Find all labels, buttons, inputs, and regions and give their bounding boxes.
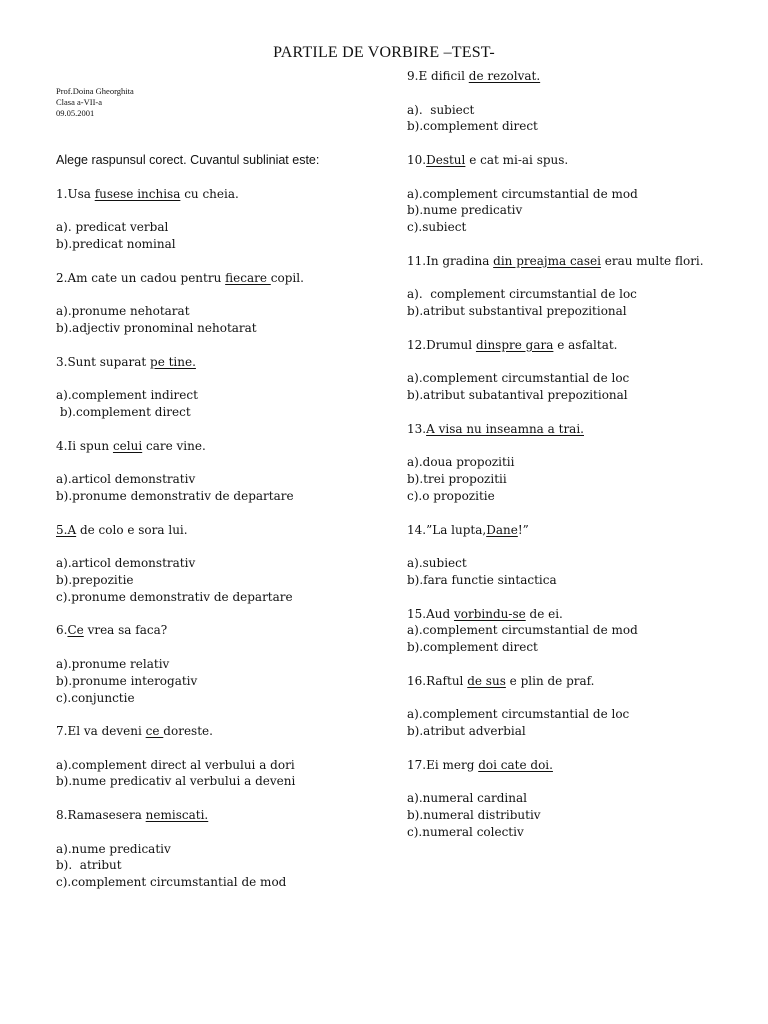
question-stem — [407, 253, 704, 270]
answer-option: b).atribut substantival prepozitional — [407, 304, 627, 319]
answer-option: c).pronume demonstrativ de departare — [56, 589, 293, 604]
underlined-word: 5.A — [56, 522, 77, 537]
underlined-word: Dane — [486, 522, 518, 537]
stem-text: 1.Usa — [56, 186, 95, 201]
answer-option: c).numeral colectiv — [407, 824, 524, 839]
answer-option: c).conjunctie — [56, 690, 135, 705]
stem-text: copil. — [270, 270, 304, 285]
answer-option: b).atribut subatantival prepozitional — [407, 388, 628, 403]
answer-option: a).complement circumstantial de mod — [407, 186, 638, 201]
underlined-word: ce — [145, 724, 164, 739]
answer-option: b).nume predicativ al verbului a deveni — [56, 774, 296, 789]
stem-text: 16.Raftul — [407, 673, 468, 688]
page-title: PARTILE DE VORBIRE –TEST- — [273, 44, 495, 61]
stem-text: !” — [517, 522, 529, 537]
question-stem — [56, 723, 319, 740]
instruction: Alege raspunsul corect. Cuvantul subliniat este: — [56, 153, 320, 167]
question-stem — [407, 337, 704, 354]
answer-option: a).nume predicativ — [56, 841, 171, 856]
answer-option: b).pronume demonstrativ de departare — [56, 488, 294, 503]
answer-option: b).numeral distributiv — [407, 808, 541, 823]
underlined-word: Ce — [67, 623, 84, 638]
question-stem — [56, 807, 319, 824]
question-item — [407, 253, 704, 320]
question-stem — [407, 606, 704, 623]
underlined-word: Destul — [426, 152, 466, 167]
question-stem — [407, 152, 704, 169]
question-item — [56, 354, 319, 421]
answer-option: b).atribut adverbial — [407, 724, 526, 739]
stem-text: cu cheia. — [180, 186, 239, 201]
stem-text: 6. — [56, 623, 68, 638]
author-info — [56, 86, 134, 119]
question-item — [407, 757, 704, 841]
stem-text: e cat mi-ai spus. — [465, 152, 569, 167]
question-item — [56, 622, 319, 706]
answer-option: a).subiect — [407, 556, 467, 571]
answer-option: b).trei propozitii — [407, 472, 507, 487]
stem-text: 15.Aud — [407, 606, 454, 621]
question-item — [407, 673, 704, 740]
answer-option: a). complement circumstantial de loc — [407, 287, 637, 302]
question-stem — [56, 622, 319, 639]
answer-option: a).numeral cardinal — [407, 791, 527, 806]
stem-text: 3.Sunt suparat — [56, 354, 151, 369]
underlined-word: celui — [112, 438, 143, 453]
underlined-word: fiecare — [225, 270, 271, 285]
question-item — [56, 438, 319, 505]
answer-option: a).articol demonstrativ — [56, 472, 196, 487]
answer-option: b).complement direct — [407, 119, 538, 134]
question-item — [56, 522, 319, 606]
answer-option: a).pronume nehotarat — [56, 304, 190, 319]
question-stem — [407, 673, 704, 690]
teacher-name: Prof.Doina Gheorghita — [56, 86, 134, 96]
stem-text: 17.Ei merg — [407, 757, 479, 772]
underlined-word: nemiscati. — [145, 808, 209, 823]
stem-text: 8.Ramasesera — [56, 808, 146, 823]
stem-text: 4.Ii spun — [56, 438, 113, 453]
stem-text: 2.Am cate un cadou pentru — [56, 270, 226, 285]
stem-text: e asfaltat. — [553, 337, 618, 352]
question-stem — [407, 421, 704, 438]
answer-option: a).complement direct al verbului a dori — [56, 757, 295, 772]
stem-text: 14.”La lupta, — [407, 522, 487, 537]
answer-option: a). subiect — [407, 102, 475, 117]
stem-text: vrea sa faca? — [83, 623, 168, 638]
question-stem — [56, 438, 319, 455]
stem-text: doreste. — [163, 724, 213, 739]
answer-option: c).subiect — [407, 220, 467, 235]
question-item — [407, 421, 704, 505]
question-item — [407, 606, 704, 656]
test-date: 09.05.2001 — [56, 108, 95, 118]
answer-option: a). predicat verbal — [56, 220, 169, 235]
answer-option: b).fara functie sintactica — [407, 572, 557, 587]
answer-option: c).complement circumstantial de mod — [56, 875, 287, 890]
stem-text: e plin de praf. — [505, 673, 595, 688]
stem-text: 13. — [407, 421, 427, 436]
underlined-word: doi cate doi. — [478, 757, 553, 772]
stem-text: de colo e sora lui. — [76, 522, 188, 537]
stem-text: 7.El va deveni — [56, 724, 146, 739]
underlined-word: din preajma casei — [493, 253, 601, 268]
answer-option: a).doua propozitii — [407, 455, 515, 470]
question-item — [407, 68, 704, 135]
question-item — [56, 807, 319, 891]
question-item — [407, 522, 704, 589]
answer-option: a).complement circumstantial de loc — [407, 707, 630, 722]
stem-text: de ei. — [525, 606, 563, 621]
question-stem — [407, 68, 704, 85]
answer-option: b).nume predicativ — [407, 203, 523, 218]
answer-option: a).complement indirect — [56, 388, 198, 403]
answer-option: a).complement circumstantial de loc — [407, 371, 630, 386]
question-item — [56, 186, 319, 253]
question-stem — [56, 522, 319, 539]
answer-option: b).complement direct — [407, 640, 538, 655]
answer-option: b).adjectiv pronominal nehotarat — [56, 320, 257, 335]
stem-text: 12.Drumul — [407, 337, 476, 352]
question-item — [56, 723, 319, 790]
stem-text: care vine. — [142, 438, 206, 453]
underlined-word: A visa nu inseamna a trai. — [426, 421, 584, 436]
stem-text: 9.E dificil — [407, 69, 469, 83]
answer-option: c).o propozitie — [407, 488, 495, 503]
question-item — [407, 152, 704, 236]
answer-option: b).predicat nominal — [56, 236, 176, 251]
right-column — [407, 68, 704, 857]
stem-text: 10. — [407, 152, 427, 167]
answer-option: b).prepozitie — [56, 572, 134, 587]
underlined-word: vorbindu-se — [453, 606, 526, 621]
stem-text: erau multe flori. — [600, 253, 704, 268]
stem-text: 11.In gradina — [407, 253, 494, 268]
answer-option: b). atribut — [56, 858, 122, 873]
underlined-word: fusese inchisa — [94, 186, 181, 201]
question-stem — [56, 186, 319, 203]
question-stem — [56, 270, 319, 287]
underlined-word: de sus — [467, 673, 506, 688]
answer-option: b).complement direct — [56, 404, 191, 419]
left-column — [56, 152, 319, 908]
underlined-word: dinspre gara — [475, 337, 554, 352]
question-stem — [407, 757, 704, 774]
question-item — [56, 270, 319, 337]
underlined-word: de rezolvat. — [468, 69, 541, 83]
underlined-word: pe tine. — [150, 354, 196, 369]
answer-option: b).pronume interogativ — [56, 673, 198, 688]
question-item — [407, 337, 704, 404]
class-name: Clasa a-VII-a — [56, 97, 103, 107]
question-stem — [56, 354, 319, 371]
answer-option: a).pronume relativ — [56, 656, 170, 671]
question-stem — [407, 522, 704, 539]
answer-option: a).articol demonstrativ — [56, 556, 196, 571]
answer-option: a).complement circumstantial de mod — [407, 623, 638, 638]
